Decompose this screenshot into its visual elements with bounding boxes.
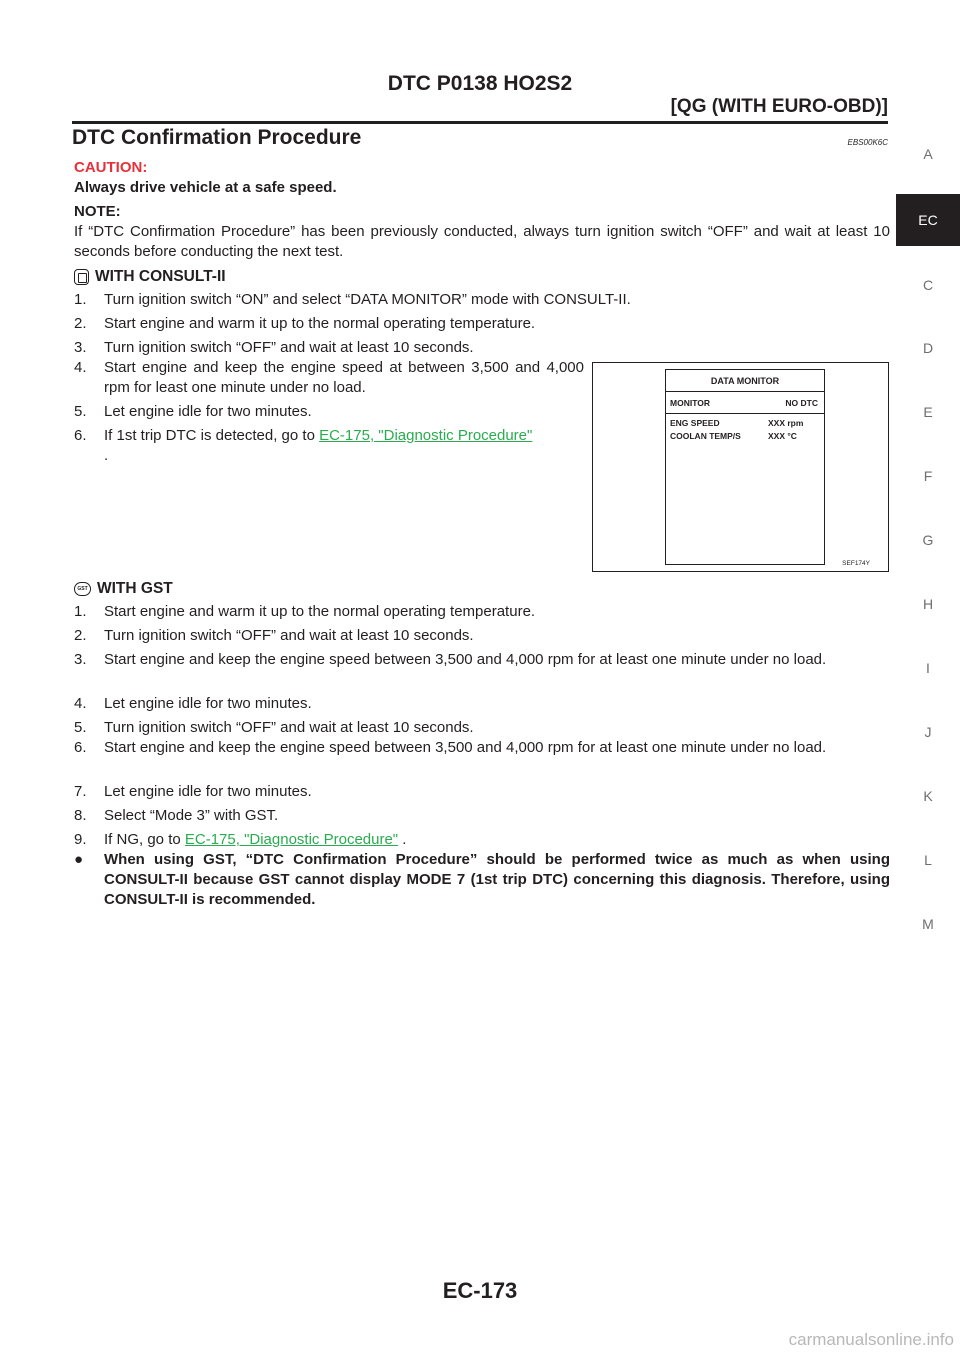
tab-i[interactable]: I: [926, 660, 930, 676]
step-text: Start engine and warm it up to the normal operating temperature.: [104, 315, 536, 332]
step-number: 1.: [74, 603, 87, 620]
step-text: Turn ignition switch “OFF” and wait at least 10 seconds.: [104, 719, 474, 736]
step-number: 2.: [74, 627, 87, 644]
list-item: [74, 290, 890, 310]
page-number: EC-173: [442, 1278, 518, 1303]
list-item: [74, 694, 890, 714]
step-text: Let engine idle for two minutes.: [104, 403, 312, 420]
step-text-after: .: [104, 447, 109, 464]
page-header-subtitle: [QG (WITH EURO-OBD)]: [670, 96, 888, 117]
step-text: Turn ignition switch “OFF” and wait at least 10 seconds.: [104, 627, 474, 644]
list-item: [74, 718, 890, 738]
consult-heading: [74, 268, 226, 286]
section-title: DTC Confirmation Procedure: [72, 126, 362, 149]
consult-screen: [665, 369, 825, 565]
data-monitor-figure: [592, 362, 889, 572]
page-header-title: DTC P0138 HO2S2: [387, 72, 573, 95]
step-number: 9.: [74, 831, 87, 848]
list-item: [74, 806, 890, 826]
step-number: 8.: [74, 807, 87, 824]
section-code: EBS00K6C: [847, 138, 888, 147]
consult-tool-icon: [74, 269, 89, 285]
step-text: Let engine idle for two minutes.: [104, 783, 312, 800]
list-item: [74, 314, 890, 334]
watermark: carmanualsonline.info: [788, 1330, 954, 1349]
step-number: 3.: [74, 339, 87, 356]
tab-j[interactable]: J: [924, 724, 932, 740]
screen-row-value: XXX rpm: [768, 418, 804, 428]
step-text: Start engine and keep the engine speed between 3,500 and 4,000 rpm for at least one minute under no load.: [104, 739, 827, 756]
step-text: Turn ignition switch “OFF” and wait at least 10 seconds.: [104, 339, 474, 356]
step-text: Start engine and keep the engine speed at between 3,500 and 4,000 rpm for least one minute under no load.: [104, 359, 584, 396]
step-text: Let engine idle for two minutes.: [104, 695, 312, 712]
step-text: [74, 830, 890, 850]
step-number: 6.: [74, 427, 87, 444]
bullet-text: When using GST, “DTC Confirmation Procedure” should be performed twice as much as when using CONSULT-II because GST cannot display MODE 7 (1st trip DTC) concerning this diagnosis. Therefore, using CONSULT-II is recommended.: [104, 851, 890, 908]
screen-row-label: ENG SPEED: [670, 418, 720, 428]
tab-d[interactable]: D: [922, 340, 934, 356]
list-item: [74, 426, 590, 466]
step-number: 4.: [74, 695, 87, 712]
step-text: Select “Mode 3” with GST.: [104, 807, 279, 824]
step-number: 6.: [74, 739, 87, 756]
section-index-tabs: [896, 0, 960, 1358]
bullet-icon: ●: [74, 851, 84, 868]
list-item: [74, 626, 890, 646]
tab-l[interactable]: L: [924, 852, 932, 868]
figure-code: SEF174Y: [842, 560, 870, 567]
note-label: NOTE:: [74, 203, 121, 220]
header-divider: [72, 121, 888, 124]
tab-m[interactable]: M: [922, 916, 934, 932]
list-item: [74, 602, 890, 622]
tab-f[interactable]: F: [923, 468, 933, 484]
list-item: [74, 782, 890, 802]
step-number: 5.: [74, 403, 87, 420]
tab-a[interactable]: A: [923, 146, 933, 162]
screen-header-row: [666, 392, 824, 414]
list-item: [74, 338, 890, 358]
tab-k[interactable]: K: [923, 788, 933, 804]
diagnostic-procedure-link[interactable]: EC-175, "Diagnostic Procedure": [184, 831, 399, 848]
list-item: [74, 830, 890, 850]
step-number: 7.: [74, 783, 87, 800]
step-text-after: .: [398, 831, 407, 848]
step-number: 3.: [74, 651, 87, 668]
screen-row-label: COOLAN TEMP/S: [670, 431, 741, 441]
screen-row: [666, 418, 824, 428]
step-number: 1.: [74, 291, 87, 308]
diagnostic-procedure-link[interactable]: EC-175, "Diagnostic Procedure": [319, 427, 533, 444]
gst-heading: [74, 580, 173, 598]
step-number: 4.: [74, 359, 87, 376]
step-text-before: If NG, go to: [104, 831, 185, 848]
step-text: Start engine and warm it up to the normal operating temperature.: [104, 603, 536, 620]
step-text: Turn ignition switch “ON” and select “DATA MONITOR” mode with CONSULT-II.: [104, 291, 631, 308]
screen-row: [666, 431, 824, 441]
gst-heading-text: WITH GST: [97, 580, 173, 597]
status-column-label: NO DTC: [785, 397, 818, 408]
step-text: [74, 426, 590, 466]
step-text-before: If 1st trip DTC is detected, go to: [104, 427, 320, 444]
step-number: 5.: [74, 719, 87, 736]
list-item: [74, 650, 890, 670]
list-item: [74, 402, 584, 422]
monitor-column-label: MONITOR: [670, 397, 710, 408]
note-text: If “DTC Confirmation Procedure” has been previously conducted, always turn ignition switch “OFF” and wait at least 10 seconds before conducting the next test.: [74, 223, 890, 260]
tab-h[interactable]: H: [922, 596, 934, 612]
tab-g[interactable]: G: [922, 532, 934, 548]
tab-ec[interactable]: EC: [896, 194, 960, 246]
caution-label: CAUTION:: [74, 159, 148, 176]
tab-c[interactable]: C: [922, 277, 934, 293]
gst-tool-icon: GST: [74, 582, 91, 596]
step-number: 2.: [74, 315, 87, 332]
screen-title: DATA MONITOR: [666, 370, 824, 392]
list-item: [74, 358, 584, 398]
list-item: [74, 738, 890, 758]
step-text: Start engine and keep the engine speed between 3,500 and 4,000 rpm for at least one minute under no load.: [104, 651, 827, 668]
tab-e[interactable]: E: [923, 404, 933, 420]
caution-text: Always drive vehicle at a safe speed.: [74, 179, 337, 196]
bullet-note: [74, 850, 890, 910]
consult-heading-text: WITH CONSULT-II: [95, 268, 226, 285]
screen-row-value: XXX °C: [768, 431, 797, 441]
